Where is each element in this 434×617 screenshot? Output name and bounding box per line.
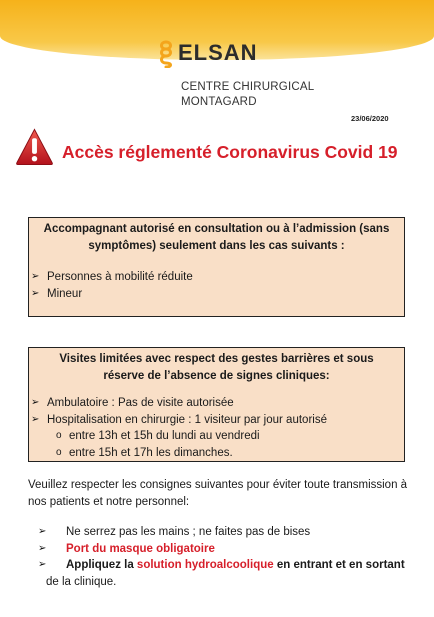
list-item-text: en entrant et en sortant [273, 559, 405, 571]
list-item [28, 524, 418, 541]
arrow-bullet-icon: ➢ [31, 413, 40, 425]
list-item-text: Ambulatoire : Pas de visite autorisée [47, 397, 234, 409]
list-item [28, 557, 418, 590]
arrow-bullet-icon: ➢ [31, 397, 40, 408]
list-item [29, 395, 404, 412]
list-item-text: Ne serrez pas les mains ; ne faites pas de bises [66, 526, 311, 538]
page-title: Accès réglementé Coronavirus Covid 19 [62, 142, 398, 162]
arrow-bullet-icon: ➢ [38, 542, 47, 554]
list-item [29, 445, 404, 462]
site-name [181, 80, 314, 110]
instructions-intro: Veuillez respecter les consignes suivantes pour éviter toute transmission à nos patients et notre personnel: [28, 479, 408, 508]
instructions-list [28, 524, 418, 590]
list-item-text: Mineur [47, 287, 83, 300]
site-name-line1: CENTRE CHIRURGICAL [181, 81, 315, 93]
list-item [29, 286, 404, 303]
list-item-continuation: de la clinique. [46, 575, 117, 588]
list-item [28, 541, 418, 558]
list-item [29, 412, 404, 429]
list-item-text: entre 13h et 15h du lundi au vendredi [69, 430, 260, 442]
visits-box-heading: Visites limitées avec respect des gestes barrières et sous réserve de l’absence de signes cliniques: [59, 353, 374, 382]
visits-box [28, 347, 405, 462]
list-item-text: entre 15h et 17h les dimanches. [69, 446, 233, 459]
circle-bullet-icon: o [56, 446, 62, 458]
brand-name: ELSAN [178, 40, 258, 65]
companion-list [29, 269, 404, 302]
list-item [29, 269, 404, 286]
list-item-text: Hospitalisation en chirurgie : 1 visiteur par jour autorisé [47, 413, 327, 426]
list-item-text: Port du masque obligatoire [66, 542, 215, 555]
companion-box-heading: Accompagnant autorisé en consultation ou à l’admission (sans symptômes) seulement dans les cas suivants : [43, 223, 390, 252]
visits-sublist [29, 428, 404, 461]
circle-bullet-icon: o [56, 430, 62, 441]
visits-list [29, 395, 404, 428]
arrow-bullet-icon: ➢ [38, 526, 47, 537]
warning-triangle-icon [15, 127, 54, 167]
site-name-line2: MONTAGARD [181, 96, 257, 108]
arrow-bullet-icon: ➢ [31, 271, 40, 282]
document-date: 23/06/2020 [351, 114, 389, 123]
arrow-bullet-icon: ➢ [31, 287, 40, 299]
list-item-text: Personnes à mobilité réduite [47, 271, 193, 283]
highlight-text: solution hydroalcoolique [136, 559, 274, 571]
companion-box [28, 217, 405, 317]
elsan-logo-mark-icon [156, 40, 176, 68]
list-item-text: Appliquez la [66, 559, 137, 571]
list-item [29, 428, 404, 445]
arrow-bullet-icon: ➢ [38, 559, 47, 570]
